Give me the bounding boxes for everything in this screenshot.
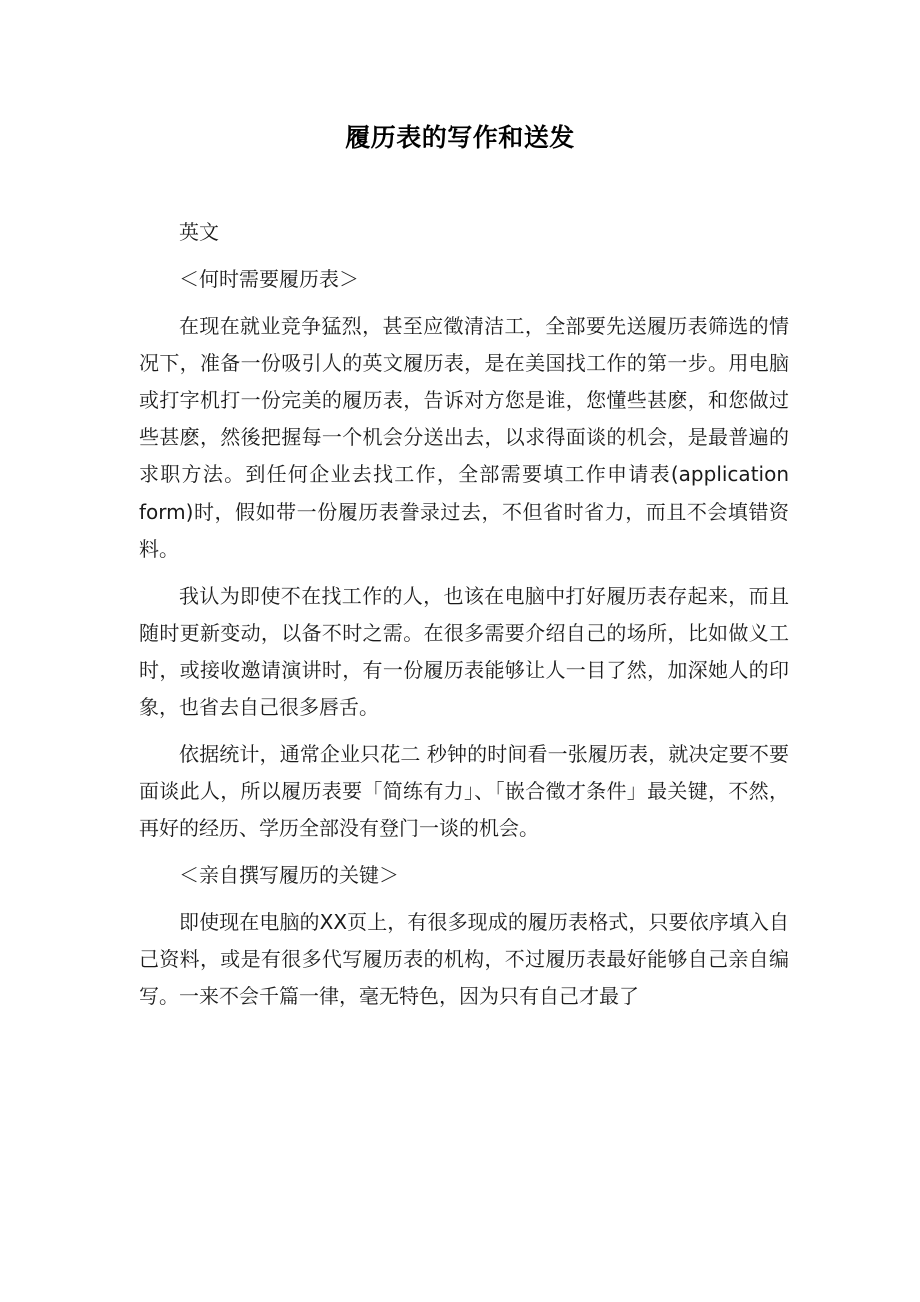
paragraph-job-competition: 在现在就业竞争猛烈，甚至应徵清洁工，全部要先送履历表筛选的情况下，准备一份吸引人的英文履历表，是在美国找工作的第一步。用电脑或打字机打一份完美的履历表，告诉对方您是谁，您懂些甚麽，和您做过些甚麽，然後把握每一个机会分送出去，以求得面谈的机会，是最普遍的求职方法。到任何企业去找工作，全部需要填工作申请表(application form)时，假如带一份履历表誊录过去，不但省时省力，而且不会填错资料。 xyxy=(139,313,789,561)
section-heading-when-needed: ＜何时需要履历表＞ xyxy=(179,266,359,291)
document-body xyxy=(139,214,789,1016)
document-title: 履历表的写作和送发 xyxy=(345,123,575,152)
paragraph-statistics: 依据统计，通常企业只花二 秒钟的时间看一张履历表，就决定要不要面谈此人，所以履历表要「简练有力」、「嵌合徵才条件」最关键，不然，再好的经历、学历全部没有登门一谈的机会。 xyxy=(139,742,789,841)
section-heading-write-yourself: ＜亲自撰写履历的关键＞ xyxy=(179,863,399,888)
paragraph-english: 英文 xyxy=(179,220,219,244)
paragraph-write-yourself: 即使现在电脑的XX页上，有很多现成的履历表格式，只要依序填入自己资料，或是有很多代写履历表的机构，不过履历表最好能够自己亲自编写。一来不会千篇一律，毫无特色，因为只有自己才最了 xyxy=(139,910,789,1009)
paragraph-keep-resume-updated: 我认为即使不在找工作的人，也该在电脑中打好履历表存起来，而且随时更新变动，以备不时之需。在很多需要介绍自己的场所，比如做义工时，或接收邀请演讲时，有一份履历表能够让人一目了然，加深她人的印象，也省去自己很多唇舌。 xyxy=(139,583,789,720)
